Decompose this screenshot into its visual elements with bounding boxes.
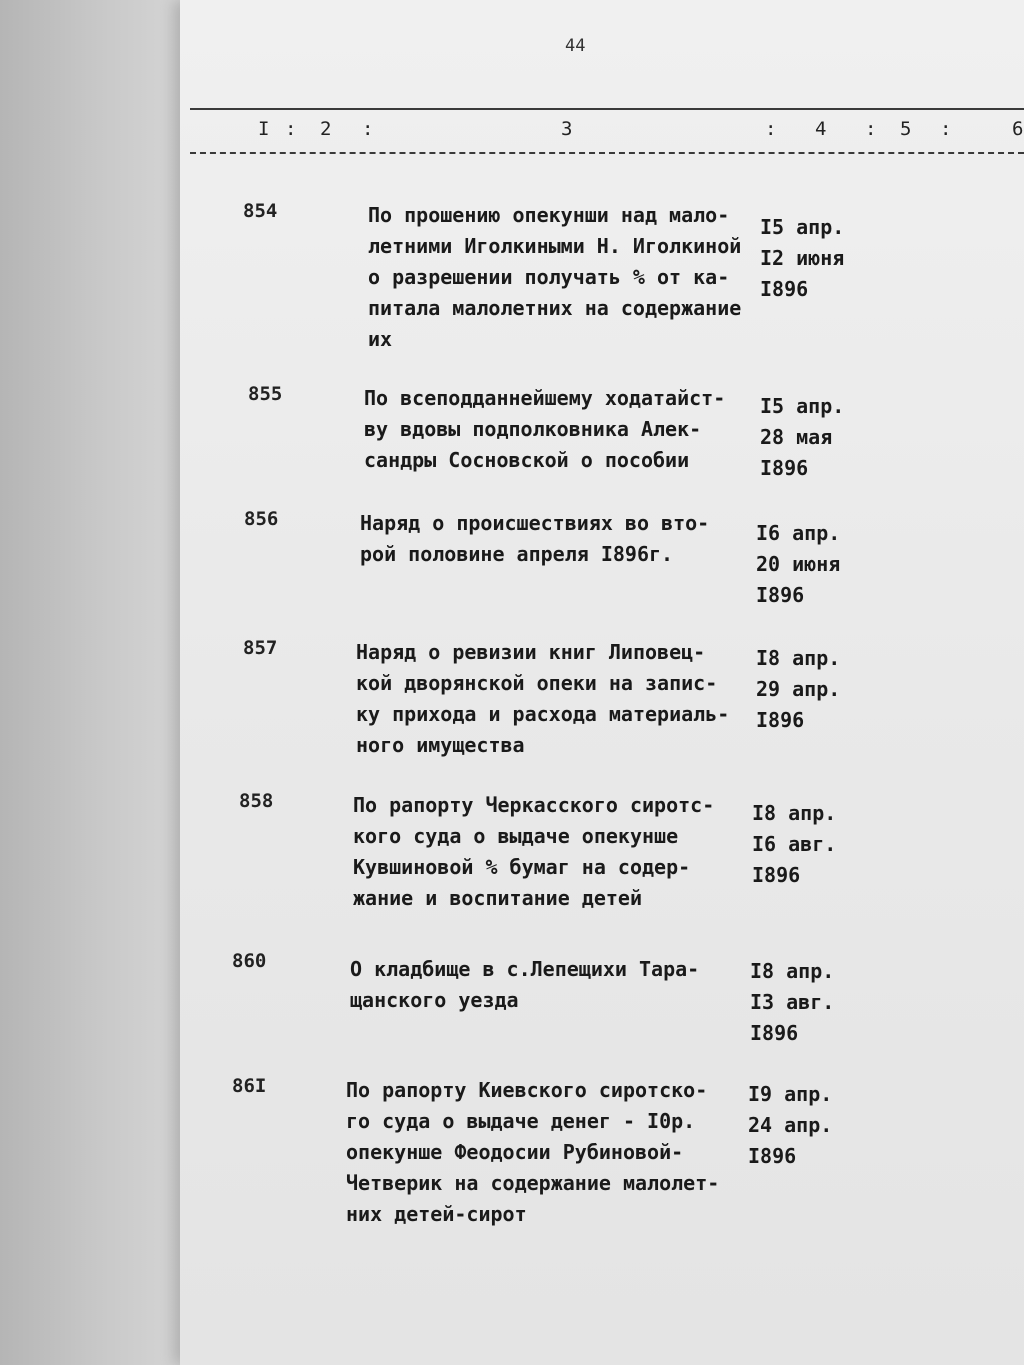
description-line: ного имущества — [356, 733, 525, 757]
column-header-separator: : — [940, 118, 952, 140]
description-line: По рапорту Черкасского сиротс- — [353, 793, 715, 817]
column-header-1: I — [258, 118, 270, 140]
entry-description — [353, 790, 714, 914]
start-date: I5 апр. — [760, 394, 845, 418]
column-header-separator: : — [765, 118, 777, 140]
end-date: 24 апр. — [748, 1113, 833, 1137]
column-header-4: 4 — [815, 118, 827, 140]
description-line: сандры Сосновской о пособии — [364, 448, 690, 472]
description-line: Кувшиновой % бумаг на содер- — [353, 855, 691, 879]
year: I896 — [752, 863, 801, 887]
page-number: 44 — [565, 36, 586, 56]
description-line: них детей-сирот — [346, 1202, 527, 1226]
entry-number: 858 — [239, 790, 274, 812]
start-date: I9 апр. — [748, 1082, 833, 1106]
year: I896 — [760, 456, 809, 480]
description-line: их — [368, 327, 393, 351]
entry-dates — [748, 1079, 832, 1172]
description-line: ву вдовы подполковника Алек- — [364, 417, 702, 441]
column-header-separator: : — [865, 118, 877, 140]
entry-dates — [760, 391, 844, 484]
entry-description — [360, 508, 709, 570]
column-header-separator: : — [362, 118, 374, 140]
description-line: кой дворянской опеки на запис- — [356, 671, 718, 695]
header-bottom-rule — [190, 152, 1024, 154]
description-line: По всеподданнейшему ходатайст- — [364, 386, 726, 410]
entry-description — [350, 954, 699, 1016]
entry-dates — [756, 518, 840, 611]
end-date: 29 апр. — [756, 677, 841, 701]
description-line: Четверик на содержание малолет- — [346, 1171, 720, 1195]
start-date: I5 апр. — [760, 215, 845, 239]
column-header-separator: : — [285, 118, 297, 140]
year: I896 — [750, 1021, 799, 1045]
year: I896 — [760, 277, 809, 301]
previous-page-edge — [0, 0, 190, 1365]
description-line: По прошению опекунши над мало- — [368, 203, 730, 227]
header-top-rule — [190, 108, 1024, 110]
column-header-3: 3 — [561, 118, 573, 140]
entry-number: 856 — [244, 508, 279, 530]
entry-number: 860 — [232, 950, 267, 972]
description-line: рой половине апреля I896г. — [360, 542, 674, 566]
start-date: I6 апр. — [756, 521, 841, 545]
description-line: кого суда о выдаче опекунше — [353, 824, 679, 848]
entry-description — [356, 637, 729, 761]
description-line: о разрешении получать % от ка- — [368, 265, 730, 289]
entry-dates — [752, 798, 836, 891]
description-line: Наряд о происшествиях во вто- — [360, 511, 710, 535]
year: I896 — [756, 708, 805, 732]
description-line: Наряд о ревизии книг Липовец- — [356, 640, 706, 664]
entry-dates — [750, 956, 834, 1049]
description-line: летними Иголкиными Н. Иголкиной — [368, 234, 742, 258]
entry-dates — [760, 212, 844, 305]
end-date: 20 июня — [756, 552, 841, 576]
entry-description — [364, 383, 725, 476]
start-date: I8 апр. — [750, 959, 835, 983]
description-line: О кладбище в с.Лепещихи Тара- — [350, 957, 700, 981]
column-header-6: 6 — [1012, 118, 1024, 140]
end-date: I3 авг. — [750, 990, 835, 1014]
end-date: I2 июня — [760, 246, 845, 270]
description-line: опекунше Феодосии Рубиновой- — [346, 1140, 684, 1164]
description-line: щанского уезда — [350, 988, 519, 1012]
entry-number: 857 — [243, 637, 278, 659]
entry-number: 854 — [243, 200, 278, 222]
entry-dates — [756, 643, 840, 736]
column-header-2: 2 — [320, 118, 332, 140]
description-line: питала малолетних на содержание — [368, 296, 742, 320]
start-date: I8 апр. — [752, 801, 837, 825]
end-date: I6 авг. — [752, 832, 837, 856]
entry-description — [368, 200, 741, 355]
description-line: ку прихода и расхода материаль- — [356, 702, 730, 726]
entry-number: 86I — [232, 1075, 267, 1097]
description-line: жание и воспитание детей — [353, 886, 642, 910]
entry-description — [346, 1075, 719, 1230]
year: I896 — [748, 1144, 797, 1168]
description-line: По рапорту Киевского сиротско- — [346, 1078, 708, 1102]
entry-number: 855 — [248, 383, 283, 405]
year: I896 — [756, 583, 805, 607]
column-header-5: 5 — [900, 118, 912, 140]
description-line: го суда о выдаче денег - I0р. — [346, 1109, 696, 1133]
end-date: 28 мая — [760, 425, 833, 449]
start-date: I8 апр. — [756, 646, 841, 670]
